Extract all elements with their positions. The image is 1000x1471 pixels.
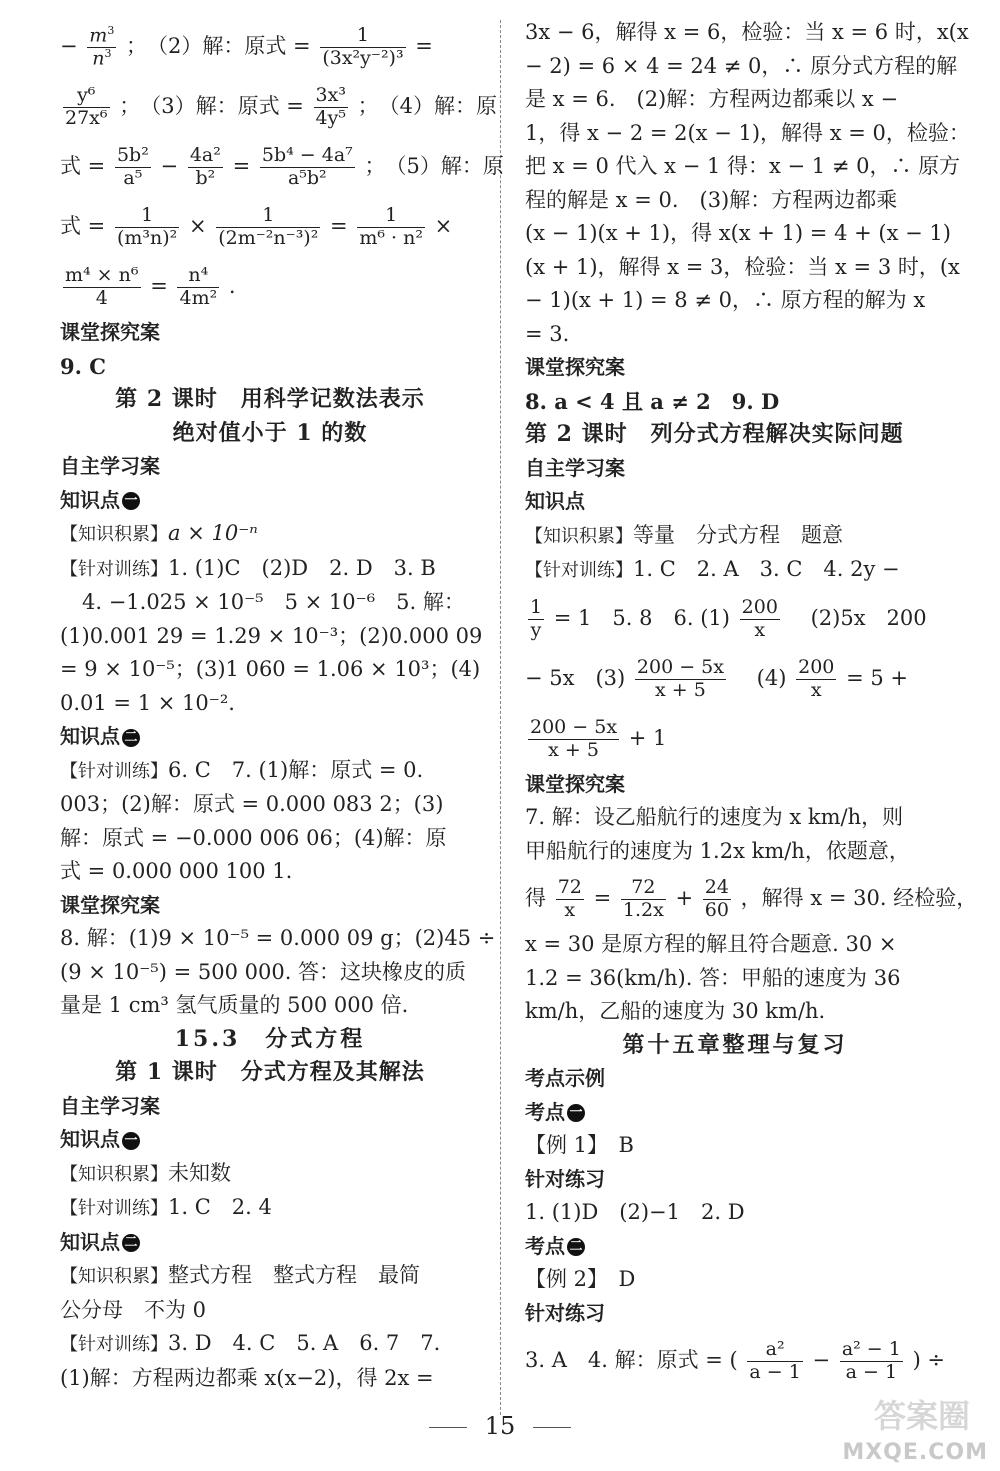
line (60, 16, 480, 76)
line: − 2) = 6 × 4 = 24 ≠ 0，∴ 原分式方程的解 (525, 53, 958, 78)
section-heading: 针对练习 (525, 1300, 605, 1325)
line: 3x − 6，解得 x = 6，检验：当 x = 6 时，x(x (525, 20, 969, 44)
tag: 【知识积累】 (60, 1266, 168, 1287)
section-heading: 针对练习 (525, 1166, 605, 1191)
line: x = 30 是原方程的解且符合题意. 30 × (525, 932, 897, 956)
watermark: MXQE.COM (842, 1440, 988, 1465)
line: 公分母 不为 0 (60, 1297, 207, 1322)
fraction: $\frac{\text{5b²}}{\text{a⁵}}$ (116, 144, 149, 189)
lesson-title: 第 2 课时 用科学记数法表示 (115, 386, 425, 412)
fraction: $\frac{\text{4a²}}{\text{b²}}$ (189, 144, 221, 189)
fraction: $\frac{\text{a²}}{a - 1}$ (749, 1338, 801, 1383)
tag: 【针对训练】 (525, 560, 633, 581)
line: (1)解：方程两边都乘 x(x−2)，得 2x = (60, 1365, 434, 1390)
line: $\frac{1}{y}$ = 1 5. 8 6. (1) $\frac{200}{x}$ (2)5x 200 (530, 595, 927, 641)
line: 式 = $\frac{\text{5b²}}{\text{a⁵}}$ − $\frac{\text{4a²}}{\text{b²}}$ = $\frac{\text{5b⁴ − 4a⁷}}{\text{a⁵b²}}$ ； （5）解：原 (60, 144, 504, 189)
line: 【针对训练】1. (1)C (2)D 2. D 3. B (60, 555, 436, 580)
line: 量是 1 cm³ 氢气质量的 500 000 倍. (60, 993, 409, 1017)
fraction: $\frac{72}{x}$ (557, 876, 582, 921)
fraction: $\frac{200 - 5x}{x + 5}$ (636, 655, 724, 701)
fraction: $\frac{72}{1.2x}$ (622, 876, 664, 921)
exam-point-heading: 考点 二 (525, 1230, 945, 1264)
fraction: $\frac{1}{\text{(2m⁻²n⁻³)²}}$ (218, 204, 319, 249)
line: 得 $\frac{72}{x}$ = $\frac{72}{1.2x}$ + $\frac{24}{60}$ ，解得 x = 30. 经检验， (525, 876, 978, 921)
dash-right (533, 1427, 571, 1428)
text: = (415, 34, 433, 58)
line: 1.2 = 36(km/h). 答：甲船的速度为 36 (525, 965, 901, 990)
exam-point-heading: 考点 一 (525, 1096, 945, 1130)
number-badge: 二 (567, 1238, 585, 1256)
line: 【知识积累】未知数 (60, 1160, 231, 1185)
lesson-title: 绝对值小于 1 的数 (172, 419, 368, 446)
tag: 【针对训练】 (60, 760, 168, 782)
knowledge-point-heading: 知识点 二 (60, 1226, 480, 1260)
fraction: $\frac{\text{n⁴}}{\text{4m²}}$ (179, 264, 218, 309)
text: 式 = (60, 154, 106, 178)
line: 是 x = 6. (2)解：方程两边都乘以 x − (525, 87, 899, 111)
fraction: $\frac{1}{y}$ (530, 595, 543, 641)
line: − 5x (3) $\frac{200 - 5x}{x + 5}$ (4) $\frac{200}{x}$ = 5 + (525, 655, 908, 701)
section-heading: 课堂探究案 (525, 355, 625, 379)
text: ； （4）解：原 (357, 94, 498, 118)
fraction: $\frac{\text{y⁶}}{\text{27x⁶}}$ (65, 84, 108, 129)
example-answer: 【例 1】 B (525, 1133, 634, 1157)
tag: 【针对训练】 (60, 558, 168, 580)
line: 4. −1.025 × 10⁻⁵ 5 × 10⁻⁶ 5. 解： (82, 590, 465, 614)
fraction: $\frac{\text{5b⁴ − 4a⁷}}{\text{a⁵b²}}$ (261, 144, 353, 189)
fraction: $\frac{\text{a² − 1}}{a - 1}$ (841, 1338, 901, 1383)
line: (9 × 10⁻⁵) = 500 000. 答：这块橡皮的质 (60, 959, 467, 984)
page-number (0, 1412, 1000, 1440)
line: 【针对训练】1. C 2. A 3. C 4. 2y − (525, 557, 900, 581)
line: 程的解是 x = 0. (3)解：方程两边都乘 (525, 187, 898, 212)
section-heading: 自主学习案 (525, 455, 625, 480)
section-heading: 考点示例 (525, 1066, 605, 1090)
fraction: $\frac{200}{x}$ (741, 595, 778, 641)
line: 1. (1)D (2)−1 2. D (525, 1200, 745, 1224)
line: 1，得 x − 2 = 2(x − 1)，解得 x = 0，检验： (525, 120, 970, 145)
page-number-text: 15 (484, 1412, 516, 1440)
fraction: $\frac{200}{x}$ (798, 655, 835, 701)
chapter-title: 第十五章整理与复习 (622, 1031, 848, 1058)
line (60, 76, 498, 136)
fraction: $\frac{1}{\text{m⁶ · n²}}$ (359, 204, 423, 249)
tag: 【知识积累】 (525, 525, 633, 547)
line: 解：原式 = −0.000 006 06；(4)解：原 (60, 825, 447, 850)
example-answer: 【例 2】 D (525, 1267, 636, 1291)
line: (1)0.001 29 = 1.29 × 10⁻³；(2)0.000 09 (60, 623, 483, 648)
knowledge-point-heading: 知识点 一 (60, 1123, 480, 1157)
right-column (525, 16, 978, 1390)
fraction: $\frac{1}{\text{(m³n)²}}$ (116, 204, 178, 249)
number-badge: 一 (122, 492, 140, 510)
line: = 3. (525, 321, 570, 346)
fraction: $\frac{\text{m⁴ × n⁶}}{4}$ (65, 264, 139, 309)
text: ； （2）解：原式 = (126, 34, 311, 58)
line: 【知识积累】等量 分式方程 题意 (525, 522, 843, 547)
knowledge-point-heading: 知识点 一 (60, 484, 480, 518)
section-title: 15.3 分式方程 (174, 1025, 366, 1052)
number-badge: 一 (122, 1132, 140, 1150)
line: km/h，乙船的速度为 30 km/h. (525, 999, 826, 1023)
line: 7. 解：设乙船航行的速度为 x km/h，则 (525, 805, 904, 829)
section-heading: 课堂探究案 (525, 771, 625, 796)
answer: 8. a < 4 且 a ≠ 2 9. D (525, 388, 780, 414)
answer: 9. C (60, 353, 106, 379)
number-badge: 一 (567, 1104, 585, 1122)
knowledge-point-heading: 知识点 (525, 489, 585, 513)
line: 【针对训练】6. C 7. (1)解：原式 = 0. (60, 757, 424, 782)
number-badge: 二 (122, 1234, 140, 1252)
line: 【针对训练】3. D 4. C 5. A 6. 7 7. (60, 1331, 441, 1355)
fraction: $\frac{\text{3x³}}{\text{4y⁵}}$ (315, 84, 346, 129)
column-divider (500, 20, 501, 1415)
line: 式 = 0.000 000 100 1. (60, 859, 293, 883)
line: 003；(2)解：原式 = 0.000 083 2；(3) (60, 792, 444, 816)
fraction: $\frac{m^3}{n^3}$ (89, 23, 115, 70)
line: 【知识积累】整式方程 整式方程 最简 (60, 1263, 420, 1287)
line: 8. 解：(1)9 × 10⁻⁵ = 0.000 09 g；(2)45 ÷ (60, 926, 496, 950)
left-column (60, 16, 504, 1395)
text: − (60, 34, 78, 58)
section-heading: 课堂探究案 (60, 320, 160, 344)
knowledge-point-heading: 知识点 二 (60, 720, 480, 754)
lesson-title: 第 1 课时 分式方程及其解法 (115, 1059, 425, 1085)
section-heading: 自主学习案 (60, 1093, 160, 1118)
fraction: $\frac{24}{60}$ (704, 876, 729, 921)
lesson-title: 第 2 课时 列分式方程解决实际问题 (525, 421, 904, 447)
tag: 【知识积累】 (60, 524, 168, 545)
tag: 【针对训练】 (60, 1198, 168, 1219)
tag: 【针对训练】 (60, 1334, 168, 1355)
section-heading: 课堂探究案 (60, 892, 160, 917)
line: 甲船航行的速度为 1.2x km/h，依题意， (525, 838, 910, 863)
line: 【针对训练】1. C 2. 4 (60, 1195, 272, 1219)
line: $\frac{200 - 5x}{x + 5}$ + 1 (530, 715, 667, 761)
line: 0.01 = 1 × 10⁻². (60, 690, 235, 715)
line: $\frac{\text{m⁴ × n⁶}}{4}$ = $\frac{\text{n⁴}}{\text{4m²}}$ . (65, 264, 236, 309)
fraction: $\frac{1}{\text{(3x²y⁻²)³}}$ (322, 24, 404, 69)
dash-left (429, 1427, 467, 1428)
line: = 9 × 10⁻⁵；(3)1 060 = 1.06 × 10³；(4) (60, 657, 481, 681)
watermark-logo: 答案圈 (873, 1397, 970, 1435)
text: ； （3）解：原式 = (119, 94, 304, 118)
fraction: $\frac{200 - 5x}{x + 5}$ (530, 715, 618, 761)
section-heading: 自主学习案 (60, 454, 160, 478)
text: ； （5）解：原 (364, 154, 504, 178)
line: 把 x = 0 代入 x − 1 得：x − 1 ≠ 0，∴ 原方 (525, 154, 961, 178)
line: 式 = $\frac{1}{\text{(m³n)²}}$ × $\frac{1}{\text{(2m⁻²n⁻³)²}}$ = $\frac{1}{\text{m⁶ · n²}}$ × (60, 204, 453, 249)
line: (x + 1)，解得 x = 3，检验：当 x = 3 时，(x (525, 254, 960, 279)
line: − 1)(x + 1) = 8 ≠ 0，∴ 原方程的解为 x (525, 288, 926, 312)
line: 3. A 4. 解：原式 = ( $\frac{\text{a²}}{a - 1}$ − $\frac{\text{a² − 1}}{a - 1}$ ) ÷ (525, 1338, 946, 1383)
line: (x − 1)(x + 1)，得 x(x + 1) = 4 + (x − 1) (525, 221, 951, 245)
number-badge: 二 (122, 729, 140, 747)
tag: 【知识积累】 (60, 1163, 168, 1185)
line: 【知识积累】a × 10⁻ⁿ (60, 521, 258, 545)
